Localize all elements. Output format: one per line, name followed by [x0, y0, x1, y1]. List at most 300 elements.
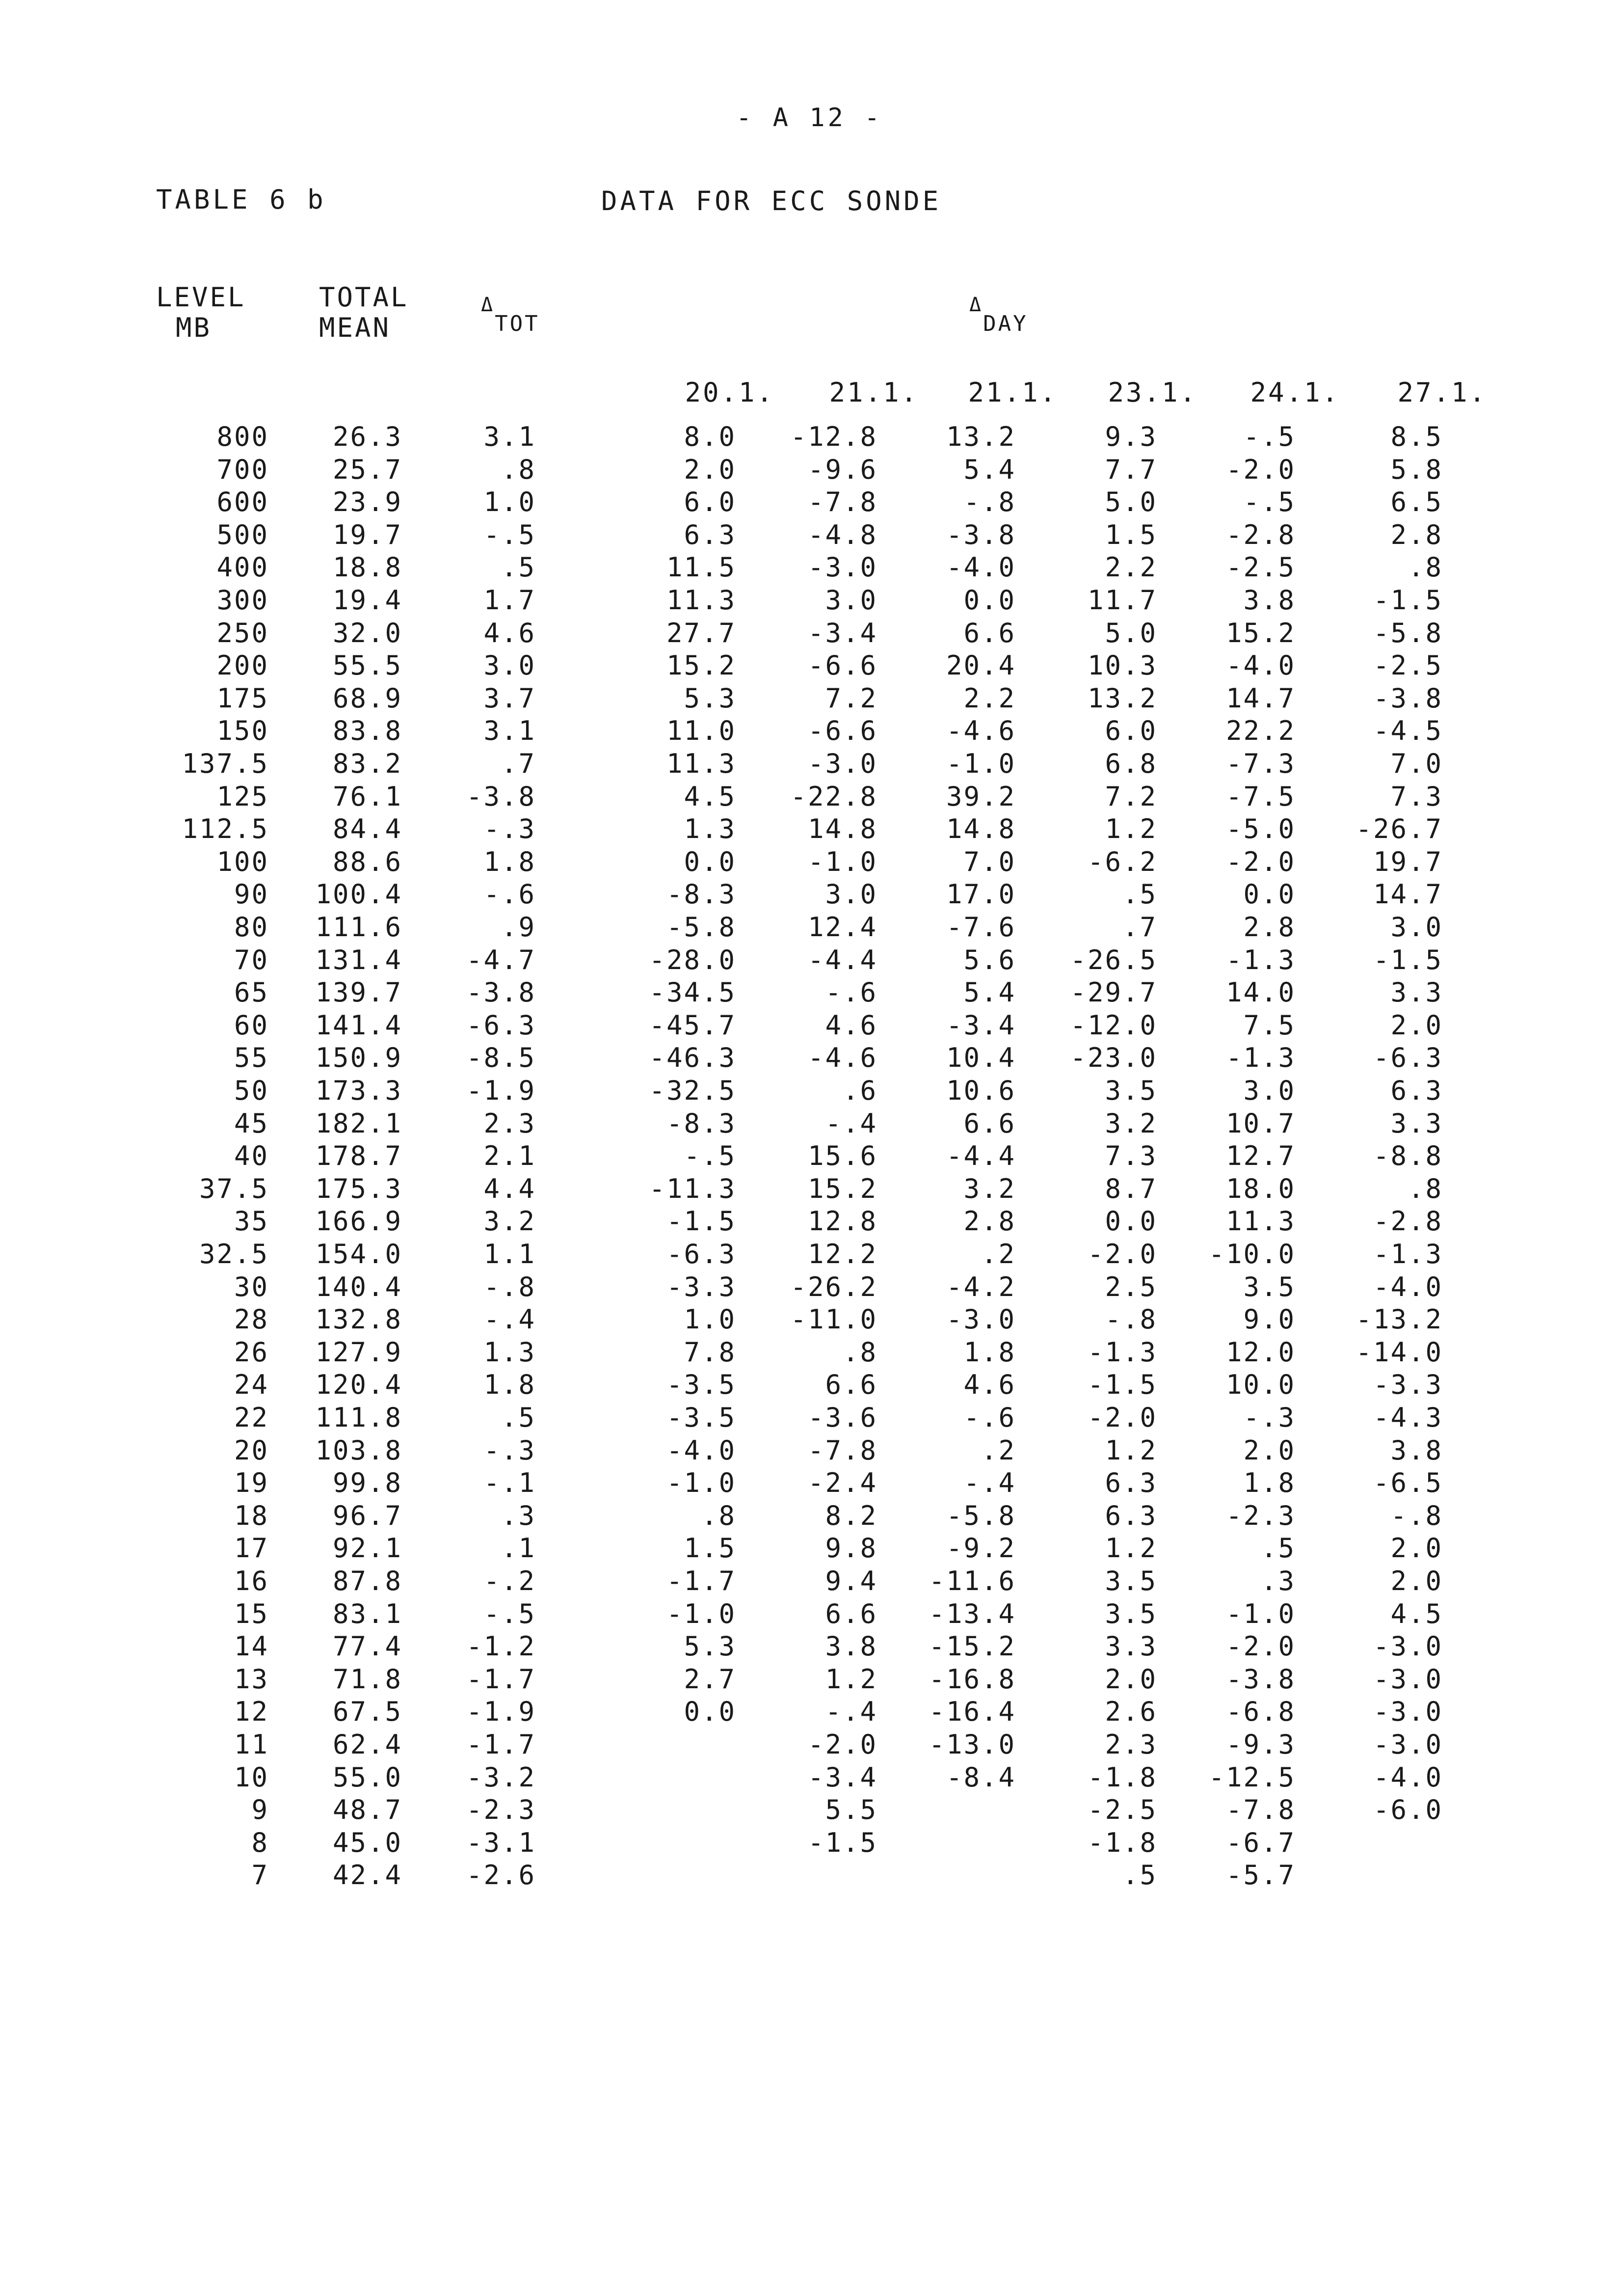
cell-total-mean: 25.7 — [332, 454, 402, 485]
cell-day-20-1: 8.0 — [684, 421, 736, 452]
cell-total-mean: 141.4 — [315, 1009, 402, 1041]
cell-delta-tot: 3.0 — [483, 650, 536, 681]
cell-day-20-1: -3.3 — [666, 1271, 736, 1302]
cell-day-24-1: 10.7 — [1225, 1107, 1296, 1139]
cell-day-21-1-a: -4.8 — [807, 519, 878, 550]
cell-day-20-1: -1.0 — [666, 1598, 736, 1629]
cell-delta-tot: .5 — [501, 552, 536, 583]
cell-day-27-1: -2.8 — [1373, 1206, 1443, 1237]
cell-day-21-1-b: -3.8 — [946, 519, 1016, 550]
cell-day-21-1-b: .2 — [981, 1239, 1016, 1270]
cell-day-21-1-a: -6.6 — [807, 650, 878, 681]
cell-day-21-1-a: -.4 — [825, 1107, 878, 1139]
cell-day-20-1: 11.5 — [666, 552, 736, 583]
cell-day-27-1: 7.3 — [1390, 781, 1443, 812]
cell-day-24-1: -1.0 — [1225, 1598, 1296, 1629]
cell-day-21-1-a: .8 — [842, 1336, 878, 1368]
cell-day-20-1: 0.0 — [684, 846, 736, 877]
cell-total-mean: 32.0 — [332, 617, 402, 648]
cell-day-20-1: -45.7 — [649, 1009, 736, 1041]
cell-day-23-1: 10.3 — [1087, 650, 1157, 681]
cell-day-24-1: -2.0 — [1225, 1631, 1296, 1662]
cell-day-27-1: -26.7 — [1356, 813, 1443, 845]
cell-total-mean: 100.4 — [315, 879, 402, 910]
cell-day-23-1: 7.2 — [1105, 781, 1157, 812]
cell-day-24-1: -7.8 — [1225, 1794, 1296, 1826]
cell-day-21-1-b: -8.4 — [946, 1761, 1016, 1793]
cell-day-20-1: -46.3 — [649, 1042, 736, 1074]
cell-level: 90 — [234, 879, 269, 910]
cell-level: 28 — [234, 1304, 269, 1335]
cell-delta-tot: 1.3 — [483, 1336, 536, 1368]
cell-delta-tot: 1.7 — [483, 585, 536, 616]
cell-day-27-1: -1.3 — [1373, 1239, 1443, 1270]
cell-day-27-1: 3.3 — [1390, 977, 1443, 1008]
cell-level: 80 — [234, 912, 269, 943]
cell-day-21-1-b: 5.6 — [963, 944, 1016, 975]
cell-day-21-1-b: 5.4 — [963, 977, 1016, 1008]
cell-day-21-1-a: 14.8 — [807, 813, 878, 845]
cell-day-23-1: -23.0 — [1070, 1042, 1157, 1074]
cell-day-24-1: 3.0 — [1243, 1075, 1296, 1106]
cell-day-27-1: -6.0 — [1373, 1794, 1443, 1826]
cell-day-21-1-b: -13.0 — [929, 1729, 1016, 1760]
cell-total-mean: 18.8 — [332, 552, 402, 583]
cell-level: 125 — [216, 781, 269, 812]
cell-total-mean: 88.6 — [332, 846, 402, 877]
cell-total-mean: 26.3 — [332, 421, 402, 452]
cell-day-23-1: 2.2 — [1105, 552, 1157, 583]
cell-day-21-1-b: -13.4 — [929, 1598, 1016, 1629]
cell-total-mean: 83.8 — [332, 715, 402, 747]
cell-day-21-1-a: -.4 — [825, 1696, 878, 1728]
cell-day-24-1: -7.5 — [1225, 781, 1296, 812]
cell-day-21-1-b: -.8 — [963, 486, 1016, 518]
cell-delta-tot: -3.2 — [466, 1761, 536, 1793]
cell-day-23-1: 3.5 — [1105, 1598, 1157, 1629]
cell-day-23-1: 2.6 — [1105, 1696, 1157, 1728]
cell-total-mean: 154.0 — [315, 1239, 402, 1270]
cell-delta-tot: .8 — [501, 454, 536, 485]
cell-level: 8 — [251, 1827, 269, 1858]
cell-level: 45 — [234, 1107, 269, 1139]
cell-day-21-1-b: -.6 — [963, 1402, 1016, 1433]
cell-day-24-1: 18.0 — [1225, 1173, 1296, 1204]
cell-day-27-1: 4.5 — [1390, 1598, 1443, 1629]
cell-day-20-1: 27.7 — [666, 617, 736, 648]
cell-day-21-1-a: -.6 — [825, 977, 878, 1008]
cell-day-24-1: -1.3 — [1225, 1042, 1296, 1074]
cell-delta-tot: .9 — [501, 912, 536, 943]
cell-day-20-1: -28.0 — [649, 944, 736, 975]
cell-day-20-1: 1.0 — [684, 1304, 736, 1335]
cell-total-mean: 23.9 — [332, 486, 402, 518]
cell-day-21-1-a: 5.5 — [825, 1794, 878, 1826]
cell-day-20-1: -3.5 — [666, 1402, 736, 1433]
cell-day-27-1: -.8 — [1390, 1500, 1443, 1531]
cell-day-23-1: 2.0 — [1105, 1663, 1157, 1695]
cell-level: 800 — [216, 421, 269, 452]
cell-day-24-1: 14.0 — [1225, 977, 1296, 1008]
total-mean-header — [319, 282, 409, 343]
cell-day-24-1: 3.5 — [1243, 1271, 1296, 1302]
cell-day-23-1: 1.2 — [1105, 1434, 1157, 1466]
cell-day-20-1: -5.8 — [666, 912, 736, 943]
cell-day-24-1: 0.0 — [1243, 879, 1296, 910]
delta-tot-header — [481, 290, 540, 339]
cell-delta-tot: 3.1 — [483, 421, 536, 452]
cell-day-23-1: 1.2 — [1105, 813, 1157, 845]
cell-delta-tot: .1 — [501, 1533, 536, 1564]
cell-day-27-1: .8 — [1408, 1173, 1443, 1204]
cell-day-27-1: 2.0 — [1390, 1009, 1443, 1041]
cell-day-20-1: -1.0 — [666, 1467, 736, 1499]
cell-day-20-1: 11.3 — [666, 585, 736, 616]
cell-day-21-1-a: -7.8 — [807, 486, 878, 518]
delta-day-header — [969, 290, 1028, 339]
cell-day-27-1: -4.0 — [1373, 1271, 1443, 1302]
cell-day-24-1: -4.0 — [1225, 650, 1296, 681]
cell-delta-tot: -2.6 — [466, 1860, 536, 1891]
cell-day-21-1-b: 5.4 — [963, 454, 1016, 485]
cell-level: 17 — [234, 1533, 269, 1564]
cell-day-21-1-b: 14.8 — [946, 813, 1016, 845]
cell-day-27-1: 2.8 — [1390, 519, 1443, 550]
cell-total-mean: 140.4 — [315, 1271, 402, 1302]
cell-delta-tot: 3.7 — [483, 682, 536, 714]
cell-day-21-1-b: -3.4 — [946, 1009, 1016, 1041]
cell-day-24-1: -9.3 — [1225, 1729, 1296, 1760]
cell-total-mean: 19.7 — [332, 519, 402, 550]
cell-day-21-1-b: -4.6 — [946, 715, 1016, 747]
cell-day-20-1: 2.0 — [684, 454, 736, 485]
cell-day-21-1-b: -9.2 — [946, 1533, 1016, 1564]
cell-day-21-1-a: -3.4 — [807, 617, 878, 648]
date-header-2: 21.1. — [829, 377, 919, 408]
cell-level: 175 — [216, 682, 269, 714]
cell-day-23-1: 2.5 — [1105, 1271, 1157, 1302]
cell-day-23-1: 3.3 — [1105, 1631, 1157, 1662]
cell-day-24-1: -2.0 — [1225, 846, 1296, 877]
cell-day-21-1-a: 4.6 — [825, 1009, 878, 1041]
cell-day-23-1: -1.8 — [1087, 1761, 1157, 1793]
cell-day-21-1-b: 2.8 — [963, 1206, 1016, 1237]
cell-day-21-1-a: 1.2 — [825, 1663, 878, 1695]
cell-day-21-1-a: 8.2 — [825, 1500, 878, 1531]
cell-day-21-1-b: -7.6 — [946, 912, 1016, 943]
cell-day-24-1: 9.0 — [1243, 1304, 1296, 1335]
cell-day-27-1: 3.0 — [1390, 912, 1443, 943]
cell-day-23-1: 9.3 — [1105, 421, 1157, 452]
cell-day-20-1: -32.5 — [649, 1075, 736, 1106]
cell-day-27-1: 6.5 — [1390, 486, 1443, 518]
cell-day-24-1: -.5 — [1243, 486, 1296, 518]
cell-day-20-1: -4.0 — [666, 1434, 736, 1466]
cell-day-21-1-a: 12.8 — [807, 1206, 878, 1237]
cell-day-21-1-a: 12.4 — [807, 912, 878, 943]
cell-day-20-1: 1.5 — [684, 1533, 736, 1564]
cell-day-20-1: 0.0 — [684, 1696, 736, 1728]
cell-day-27-1: -2.5 — [1373, 650, 1443, 681]
cell-total-mean: 77.4 — [332, 1631, 402, 1662]
cell-level: 200 — [216, 650, 269, 681]
cell-total-mean: 55.5 — [332, 650, 402, 681]
delta-day-symbol: Δ — [969, 294, 984, 316]
table-title: DATA FOR ECC SONDE — [601, 186, 942, 216]
cell-day-21-1-a: -1.0 — [807, 846, 878, 877]
cell-day-21-1-a: -3.0 — [807, 552, 878, 583]
cell-day-21-1-b: 7.0 — [963, 846, 1016, 877]
cell-day-27-1: -5.8 — [1373, 617, 1443, 648]
date-header-5: 24.1. — [1250, 377, 1340, 408]
cell-day-21-1-a: -3.0 — [807, 748, 878, 779]
cell-day-20-1: -3.5 — [666, 1369, 736, 1401]
cell-day-24-1: -7.3 — [1225, 748, 1296, 779]
level-header-line2: MB — [176, 312, 212, 343]
cell-day-27-1: -3.8 — [1373, 682, 1443, 714]
cell-day-21-1-a: 9.4 — [825, 1566, 878, 1596]
cell-day-21-1-b: -4.2 — [946, 1271, 1016, 1302]
cell-day-20-1: 6.0 — [684, 486, 736, 518]
cell-delta-tot: -.6 — [483, 879, 536, 910]
cell-day-24-1: 22.2 — [1225, 715, 1296, 747]
cell-day-21-1-a: -3.4 — [807, 1761, 878, 1793]
cell-day-20-1: 15.2 — [666, 650, 736, 681]
cell-day-23-1: 3.5 — [1105, 1566, 1157, 1596]
cell-day-20-1: .8 — [701, 1500, 736, 1531]
total-header-line2: MEAN — [319, 312, 391, 343]
cell-total-mean: 55.0 — [332, 1761, 402, 1793]
cell-level: 26 — [234, 1336, 269, 1368]
cell-day-21-1-a: 3.8 — [825, 1631, 878, 1662]
cell-day-27-1: -3.0 — [1373, 1729, 1443, 1760]
cell-day-23-1: 6.3 — [1105, 1467, 1157, 1499]
level-header — [156, 282, 246, 343]
cell-level: 250 — [216, 617, 269, 648]
cell-day-21-1-a: 6.6 — [825, 1598, 878, 1629]
cell-delta-tot: -1.7 — [466, 1663, 536, 1695]
cell-day-20-1: -6.3 — [666, 1239, 736, 1270]
cell-level: 20 — [234, 1434, 269, 1466]
cell-delta-tot: -.2 — [483, 1566, 536, 1596]
cell-day-21-1-b: 6.6 — [963, 1107, 1016, 1139]
cell-day-21-1-a: -4.4 — [807, 944, 878, 975]
page-number: - A 12 - — [736, 103, 883, 133]
cell-level: 7 — [251, 1860, 269, 1891]
cell-day-24-1: 14.7 — [1225, 682, 1296, 714]
cell-day-23-1: 5.0 — [1105, 617, 1157, 648]
cell-level: 500 — [216, 519, 269, 550]
cell-level: 100 — [216, 846, 269, 877]
cell-day-20-1: 5.3 — [684, 682, 736, 714]
cell-day-24-1: 7.5 — [1243, 1009, 1296, 1041]
cell-total-mean: 173.3 — [315, 1075, 402, 1106]
cell-day-20-1: -34.5 — [649, 977, 736, 1008]
cell-day-27-1: -1.5 — [1373, 944, 1443, 975]
cell-day-21-1-b: .2 — [981, 1434, 1016, 1466]
cell-day-23-1: 13.2 — [1087, 682, 1157, 714]
cell-day-27-1: -3.0 — [1373, 1663, 1443, 1695]
cell-delta-tot: 1.0 — [483, 486, 536, 518]
cell-day-21-1-b: -1.0 — [946, 748, 1016, 779]
cell-day-21-1-a: 12.2 — [807, 1239, 878, 1270]
cell-delta-tot: 1.1 — [483, 1239, 536, 1270]
cell-day-20-1: 7.8 — [684, 1336, 736, 1368]
cell-day-24-1: -10.0 — [1208, 1239, 1296, 1270]
cell-level: 10 — [234, 1761, 269, 1793]
cell-level: 65 — [234, 977, 269, 1008]
cell-day-21-1-b: 3.2 — [963, 1173, 1016, 1204]
cell-day-21-1-b: -.4 — [963, 1467, 1016, 1499]
cell-delta-tot: 1.8 — [483, 846, 536, 877]
cell-day-24-1: 2.8 — [1243, 912, 1296, 943]
cell-level: 600 — [216, 486, 269, 518]
cell-day-23-1: 1.5 — [1105, 519, 1157, 550]
cell-day-23-1: .5 — [1122, 879, 1157, 910]
cell-day-24-1: 10.0 — [1225, 1369, 1296, 1401]
cell-day-27-1: 19.7 — [1373, 846, 1443, 877]
cell-delta-tot: .5 — [501, 1402, 536, 1433]
cell-total-mean: 67.5 — [332, 1696, 402, 1728]
cell-delta-tot: -3.8 — [466, 781, 536, 812]
cell-total-mean: 76.1 — [332, 781, 402, 812]
cell-total-mean: 62.4 — [332, 1729, 402, 1760]
cell-delta-tot: -.3 — [483, 813, 536, 845]
cell-day-24-1: 3.8 — [1243, 585, 1296, 616]
cell-day-27-1: 5.8 — [1390, 454, 1443, 485]
cell-day-21-1-a: 9.8 — [825, 1533, 878, 1564]
cell-day-21-1-a: 6.6 — [825, 1369, 878, 1401]
cell-day-23-1: .5 — [1122, 1860, 1157, 1891]
cell-delta-tot: -.5 — [483, 519, 536, 550]
cell-day-21-1-a: -2.0 — [807, 1729, 878, 1760]
cell-day-23-1: -.8 — [1105, 1304, 1157, 1335]
cell-day-23-1: -1.8 — [1087, 1827, 1157, 1858]
cell-day-23-1: -1.3 — [1087, 1336, 1157, 1368]
cell-day-20-1: -8.3 — [666, 1107, 736, 1139]
cell-level: 35 — [234, 1206, 269, 1237]
cell-day-23-1: 5.0 — [1105, 486, 1157, 518]
cell-total-mean: 48.7 — [332, 1794, 402, 1826]
cell-level: 137.5 — [182, 748, 269, 779]
cell-day-21-1-a: -3.6 — [807, 1402, 878, 1433]
cell-day-27-1: -3.3 — [1373, 1369, 1443, 1401]
cell-day-21-1-b: 10.4 — [946, 1042, 1016, 1074]
cell-delta-tot: 3.2 — [483, 1206, 536, 1237]
cell-day-21-1-a: 15.2 — [807, 1173, 878, 1204]
cell-day-27-1: 6.3 — [1390, 1075, 1443, 1106]
cell-day-21-1-b: 10.6 — [946, 1075, 1016, 1106]
cell-delta-tot: -.3 — [483, 1434, 536, 1466]
cell-day-21-1-a: -11.0 — [790, 1304, 878, 1335]
cell-day-23-1: 7.3 — [1105, 1140, 1157, 1172]
cell-day-23-1: 7.7 — [1105, 454, 1157, 485]
cell-day-21-1-a: -22.8 — [790, 781, 878, 812]
cell-day-27-1: -6.3 — [1373, 1042, 1443, 1074]
cell-level: 16 — [234, 1566, 269, 1596]
cell-day-20-1: 11.0 — [666, 715, 736, 747]
cell-day-27-1: -13.2 — [1356, 1304, 1443, 1335]
cell-day-21-1-a: 3.0 — [825, 585, 878, 616]
cell-delta-tot: -1.9 — [466, 1075, 536, 1106]
cell-delta-tot: 4.6 — [483, 617, 536, 648]
cell-day-27-1: 3.3 — [1390, 1107, 1443, 1139]
cell-level: 37.5 — [199, 1173, 269, 1204]
cell-day-21-1-a: -6.6 — [807, 715, 878, 747]
cell-day-24-1: 1.8 — [1243, 1467, 1296, 1499]
cell-day-21-1-a: .6 — [842, 1075, 878, 1106]
cell-total-mean: 68.9 — [332, 682, 402, 714]
date-header-4: 23.1. — [1108, 377, 1197, 408]
cell-total-mean: 111.6 — [315, 912, 402, 943]
cell-level: 14 — [234, 1631, 269, 1662]
cell-day-21-1-a: -26.2 — [790, 1271, 878, 1302]
cell-delta-tot: -.5 — [483, 1598, 536, 1629]
cell-day-20-1: 4.5 — [684, 781, 736, 812]
cell-day-24-1: -.5 — [1243, 421, 1296, 452]
cell-total-mean: 19.4 — [332, 585, 402, 616]
cell-day-24-1: -.3 — [1243, 1402, 1296, 1433]
cell-total-mean: 175.3 — [315, 1173, 402, 1204]
cell-total-mean: 83.1 — [332, 1598, 402, 1629]
cell-day-23-1: -26.5 — [1070, 944, 1157, 975]
cell-delta-tot: -1.9 — [466, 1696, 536, 1728]
cell-day-23-1: 6.8 — [1105, 748, 1157, 779]
cell-day-24-1: -12.5 — [1208, 1761, 1296, 1793]
cell-day-23-1: -29.7 — [1070, 977, 1157, 1008]
cell-day-21-1-b: 4.6 — [963, 1369, 1016, 1401]
cell-day-24-1: -6.7 — [1225, 1827, 1296, 1858]
cell-day-24-1: 12.0 — [1225, 1336, 1296, 1368]
cell-day-27-1: 2.0 — [1390, 1533, 1443, 1564]
cell-day-21-1-b: -4.0 — [946, 552, 1016, 583]
cell-level: 50 — [234, 1075, 269, 1106]
cell-delta-tot: 1.8 — [483, 1369, 536, 1401]
delta-tot-symbol: Δ — [481, 294, 495, 316]
cell-total-mean: 99.8 — [332, 1467, 402, 1499]
delta-day-subscript: DAY — [983, 311, 1028, 336]
cell-day-27-1: -1.5 — [1373, 585, 1443, 616]
cell-total-mean: 182.1 — [315, 1107, 402, 1139]
cell-day-27-1: -4.3 — [1373, 1402, 1443, 1433]
cell-delta-tot: 4.4 — [483, 1173, 536, 1204]
cell-day-21-1-b: -15.2 — [929, 1631, 1016, 1662]
cell-day-20-1: -11.3 — [649, 1173, 736, 1204]
cell-day-27-1: -3.0 — [1373, 1631, 1443, 1662]
cell-day-21-1-b: -11.6 — [929, 1566, 1016, 1596]
date-header-3: 21.1. — [968, 377, 1058, 408]
cell-total-mean: 127.9 — [315, 1336, 402, 1368]
cell-delta-tot: -1.7 — [466, 1729, 536, 1760]
cell-total-mean: 132.8 — [315, 1304, 402, 1335]
cell-day-20-1: -.5 — [684, 1140, 736, 1172]
cell-day-24-1: 12.7 — [1225, 1140, 1296, 1172]
cell-level: 32.5 — [199, 1239, 269, 1270]
cell-delta-tot: -3.8 — [466, 977, 536, 1008]
cell-delta-tot: 3.1 — [483, 715, 536, 747]
cell-day-24-1: -6.8 — [1225, 1696, 1296, 1728]
cell-day-27-1: -4.5 — [1373, 715, 1443, 747]
cell-level: 9 — [251, 1794, 269, 1826]
cell-day-21-1-b: 17.0 — [946, 879, 1016, 910]
cell-day-27-1: 3.8 — [1390, 1434, 1443, 1466]
cell-delta-tot: 2.1 — [483, 1140, 536, 1172]
cell-day-27-1: 14.7 — [1373, 879, 1443, 910]
cell-day-24-1: -5.7 — [1225, 1860, 1296, 1891]
cell-level: 112.5 — [182, 813, 269, 845]
cell-day-27-1: .8 — [1408, 552, 1443, 583]
cell-day-27-1: 7.0 — [1390, 748, 1443, 779]
